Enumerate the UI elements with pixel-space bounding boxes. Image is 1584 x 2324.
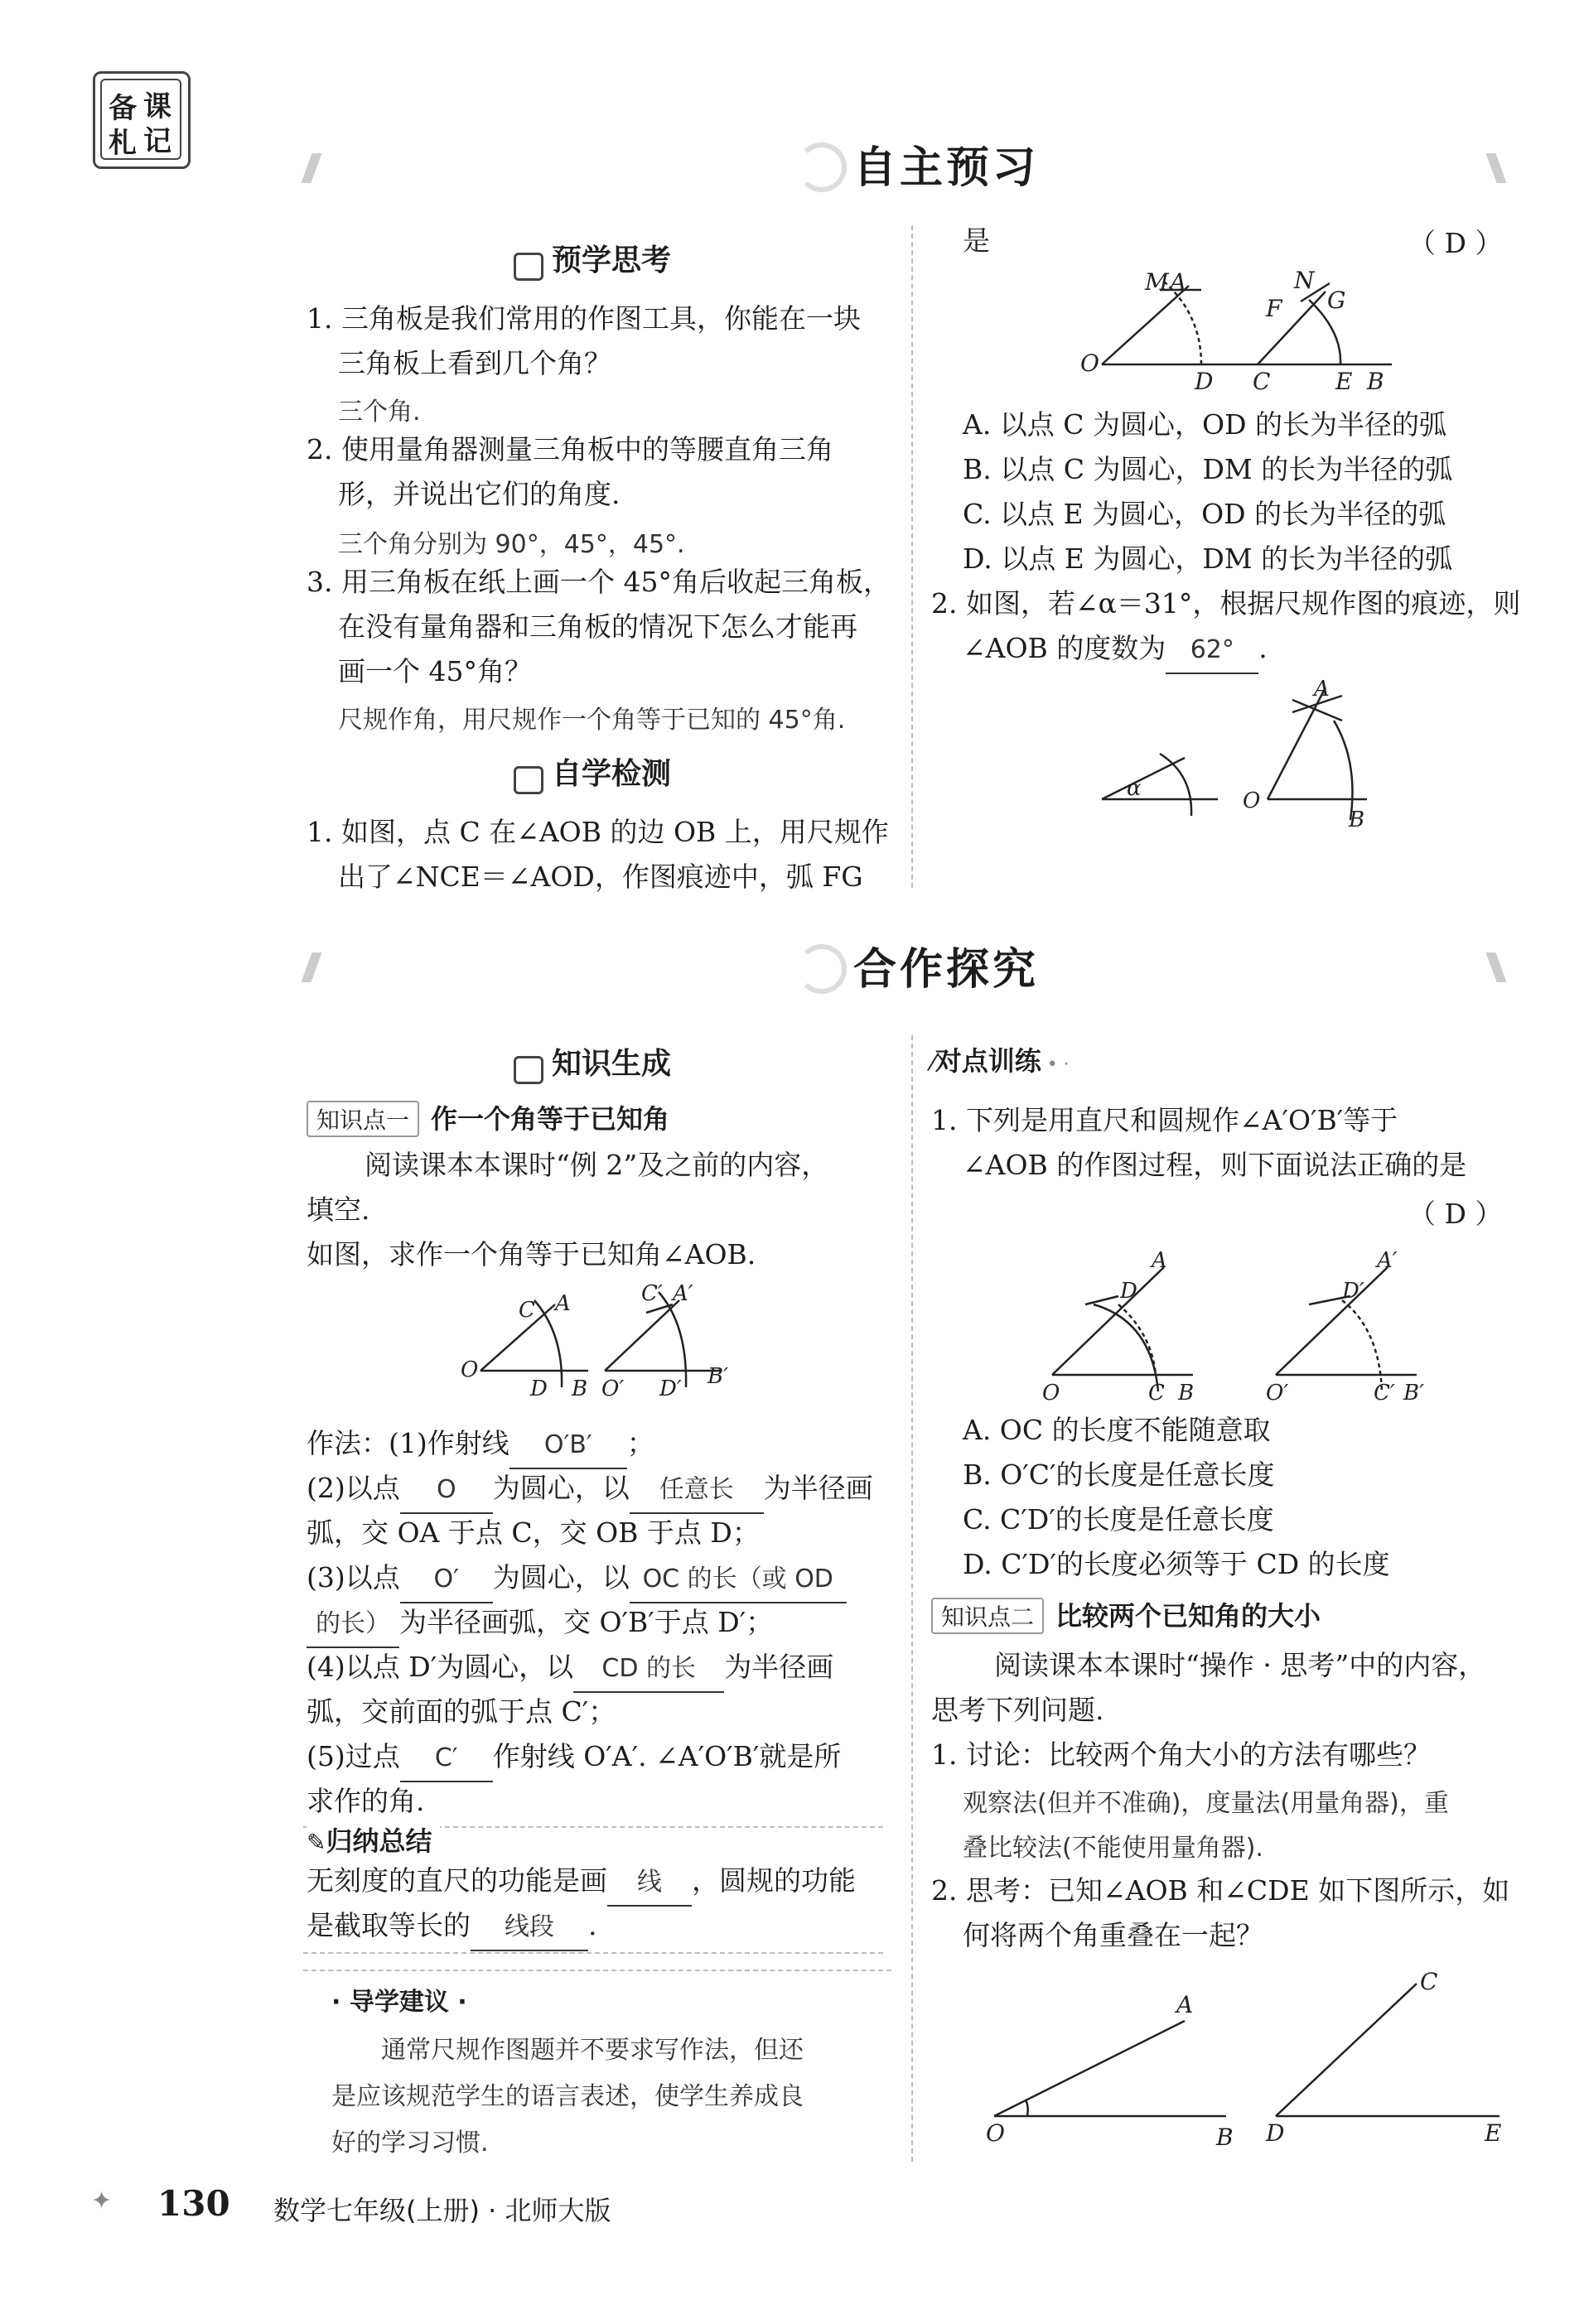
q2-line-a: 2. 使用量角器测量三角板中的等腰直角三角 — [307, 433, 833, 465]
option-c1-d: D. 以点 E 为圆心，DM 的长为半径的弧 — [963, 542, 1453, 575]
header-swirl-icon — [797, 944, 847, 994]
step-5b: 求作的角. — [307, 1785, 425, 1817]
option-c1-a: A. 以点 C 为圆心，OD 的长为半径的弧 — [963, 408, 1447, 441]
book-icon — [514, 253, 543, 281]
summary-a-post: ，圆规的功能 — [692, 1864, 856, 1897]
stamp-char: 记 — [143, 125, 171, 158]
book-title: 数学七年级(上册) · 北师大版 — [273, 2195, 611, 2226]
knowledge-title: 知识生成 — [552, 1047, 672, 1081]
k2-line-a: 2. 思考：已知∠AOB 和∠CDE 如下图所示，如 — [931, 1874, 1510, 1907]
c1-answer-bracket: （ D ） — [1408, 227, 1503, 259]
summary-a-answer: 线 — [607, 1860, 692, 1907]
step2-answer-2: 任意长 — [630, 1468, 764, 1514]
step4-answer: CD 的长 — [573, 1647, 724, 1693]
label-C: C — [1420, 1971, 1438, 1995]
summary-b-pre: 是截取等长的 — [307, 1909, 471, 1941]
summary-line-b — [307, 1903, 597, 1951]
stamp-char: 备 — [109, 92, 137, 125]
option-d1-d: D. C′D′的长度必须等于 CD 的长度 — [963, 1548, 1390, 1580]
label-D: D — [1195, 368, 1214, 395]
c2-answer: 62° — [1166, 628, 1258, 674]
k1-question: 1. 讨论：比较两个角大小的方法有哪些？ — [931, 1738, 1431, 1771]
step5-answer: C′ — [400, 1736, 493, 1782]
option-c1-c: C. 以点 E 为圆心，OD 的长为半径的弧 — [963, 498, 1446, 530]
c2-line-a: 2. 如图，若∠α＝31°，根据尺规作图的痕迹，则 — [931, 587, 1521, 620]
step-4 — [307, 1645, 833, 1693]
drill-title: 对点训练 — [934, 1045, 1041, 1077]
figure-k2 — [978, 1971, 1524, 2162]
step4-pre: (4)以点 D′为圆心，以 — [307, 1651, 574, 1683]
label-A: A — [1170, 268, 1187, 296]
step4-post: 为半径画 — [724, 1651, 834, 1683]
kp1-header — [307, 1098, 669, 1137]
section-title-preview: 自主预习 — [853, 143, 1040, 193]
step1-post: ； — [626, 1427, 654, 1459]
q3-answer: 尺规作角，用尺规作一个角等于已知的 45°角. — [338, 706, 846, 735]
label-O: O — [1042, 1381, 1060, 1404]
margin-stamp — [93, 71, 191, 169]
figure-d1 — [1027, 1238, 1458, 1404]
label-B-prime: B′ — [707, 1364, 729, 1389]
step-2b: 弧，交 OA 于点 C，交 OB 于点 D； — [307, 1516, 760, 1549]
step-2 — [307, 1466, 873, 1514]
option-d1-b: B. O′C′的长度是任意长度 — [963, 1459, 1275, 1491]
knowledge-subheader — [514, 1040, 671, 1084]
q3-line-c: 画一个 45°角？ — [338, 655, 532, 687]
step3-post: 为半径画弧，交 O′B′于点 D′； — [399, 1606, 774, 1638]
label-A: A — [1152, 1248, 1167, 1273]
label-O: O — [986, 2119, 1005, 2147]
step-5 — [307, 1734, 841, 1782]
stamp-char: 札 — [109, 127, 137, 160]
kp2-para-1: 阅读课本本课时“操作 · 思考”中的内容， — [994, 1649, 1486, 1681]
slash-icon: ⁄ — [931, 1049, 935, 1076]
label-O: O — [1243, 788, 1261, 813]
step-4b: 弧，交前面的弧于点 C′； — [307, 1695, 616, 1728]
step5-pre: (5)过点 — [307, 1740, 400, 1772]
step1-pre: 作法：(1)作射线 — [307, 1427, 509, 1459]
step1-answer: O′B′ — [509, 1423, 627, 1469]
step3-answer-2: OC 的长（或 OD — [630, 1557, 847, 1603]
section-title-coop: 合作探究 — [853, 945, 1040, 995]
label-D: D — [530, 1377, 548, 1400]
step2-mid: 为圆心，以 — [492, 1472, 630, 1504]
kp1-para-2: 填空. — [307, 1193, 370, 1226]
label-O: O — [1080, 350, 1099, 377]
step3-answer-1: O′ — [400, 1557, 493, 1603]
label-A: A — [555, 1291, 571, 1316]
k1-answer-a: 观察法(但并不准确)，度量法(用量角器)，重 — [963, 1789, 1449, 1818]
step2-pre: (2)以点 — [307, 1472, 400, 1504]
kp1-tag: 知识点一 — [307, 1101, 419, 1137]
label-B: B — [1367, 368, 1384, 395]
label-alpha: α — [1127, 776, 1142, 801]
kp2-para-2: 思考下列问题. — [931, 1694, 1104, 1726]
option-d1-c: C. C′D′的长度是任意长度 — [963, 1503, 1274, 1536]
d1-answer-bracket: （ D ） — [1408, 1198, 1503, 1230]
kp1-para-3: 如图，求作一个角等于已知角∠AOB. — [307, 1238, 756, 1270]
label-E: E — [1335, 368, 1353, 395]
c2-line-b — [963, 626, 1268, 674]
option-d1-a: A. OC 的长度不能随意取 — [963, 1414, 1271, 1446]
guide-title: · 导学建议 · — [331, 1988, 467, 2017]
c1-line-a: 1. 如图，点 C 在∠AOB 的边 OB 上，用尺规作 — [307, 816, 889, 848]
label-B: B — [1216, 2124, 1234, 2151]
label-O-prime: O′ — [601, 1377, 625, 1400]
figure-kp1 — [456, 1275, 754, 1400]
footer-decor-icon: ✦ — [91, 2187, 113, 2216]
option-c1-b: B. 以点 C 为圆心，DM 的长为半径的弧 — [963, 453, 1453, 485]
label-F: F — [1266, 295, 1282, 322]
label-B: B — [572, 1377, 588, 1400]
label-B-prime: B′ — [1403, 1381, 1425, 1404]
label-A-prime: A′ — [1377, 1248, 1398, 1273]
column-divider — [911, 225, 913, 888]
step2-post: 为半径画 — [763, 1472, 873, 1504]
kp1-title: 作一个角等于已知角 — [431, 1103, 670, 1135]
think-title: 预学思考 — [552, 243, 672, 277]
stamp-char: 课 — [143, 90, 171, 123]
q1-line-a: 1. 三角板是我们常用的作图工具，你能在一块 — [307, 302, 861, 335]
book-icon — [514, 1056, 543, 1084]
label-D-prime: D′ — [659, 1377, 682, 1400]
label-D-prime: D′ — [1342, 1279, 1364, 1304]
step3-pre: (3)以点 — [307, 1561, 400, 1594]
q2-line-b: 形，并说出它们的角度. — [338, 478, 621, 510]
label-O-prime: O′ — [1266, 1381, 1289, 1404]
c1-line-c: 是 — [963, 224, 990, 257]
guide-line-a: 通常尺规作图题并不要求写作法，但还 — [381, 2036, 804, 2065]
label-C-prime: C′ — [641, 1281, 663, 1306]
d1-line-b: ∠AOB 的作图过程，则下面说法正确的是 — [963, 1149, 1467, 1181]
label-C: C — [519, 1298, 535, 1323]
label-E: E — [1485, 2119, 1502, 2147]
pencil-icon: ✎ — [307, 1829, 326, 1856]
c2-text-post: . — [1258, 632, 1268, 664]
summary-line-a — [307, 1859, 856, 1907]
label-C: C — [1253, 368, 1271, 395]
label-B: B — [1178, 1381, 1195, 1404]
figure-c1 — [1077, 265, 1408, 398]
label-B: B — [1349, 808, 1365, 832]
header-swirl-icon — [797, 142, 847, 192]
q3-line-a: 3. 用三角板在纸上画一个 45°角后收起三角板， — [307, 566, 891, 598]
q3-line-b: 在没有量角器和三角板的情况下怎么才能再 — [338, 610, 857, 643]
label-A: A — [1314, 677, 1330, 702]
c1-line-b: 出了∠NCE＝∠AOD，作图痕迹中，弧 FG — [338, 861, 863, 893]
label-G: G — [1327, 287, 1346, 314]
label-A-prime: A′ — [673, 1281, 693, 1306]
figure-c2 — [1085, 671, 1400, 837]
step3-answer-3: 的长） — [307, 1602, 399, 1648]
label-C-prime: C′ — [1374, 1381, 1395, 1404]
q1-answer: 三个角. — [338, 398, 421, 427]
label-N: N — [1294, 267, 1315, 294]
summary-title: 归纳总结 — [326, 1825, 432, 1857]
step2-answer-1: O — [400, 1468, 493, 1514]
page-number: 130 — [157, 2183, 230, 2224]
kp1-para-1: 阅读课本本课时“例 2”及之前的内容， — [365, 1149, 829, 1181]
header-decor-right — [1485, 153, 1506, 183]
dots-icon: • · — [1041, 1054, 1070, 1075]
step-3b — [307, 1600, 773, 1648]
kp2-tag: 知识点二 — [931, 1598, 1044, 1634]
summary-header — [307, 1820, 440, 1859]
summary-a-pre: 无刻度的直尺的功能是画 — [307, 1864, 607, 1897]
label-C: C — [1148, 1381, 1165, 1404]
check-subheader — [514, 750, 671, 794]
q1-line-b: 三角板上看到几个角？ — [338, 347, 611, 379]
label-D: D — [1120, 1279, 1137, 1304]
k2-line-b: 何将两个角重叠在一起？ — [963, 1919, 1263, 1951]
step-1 — [307, 1421, 654, 1469]
q2-answer: 三个角分别为 90°，45°，45°. — [338, 530, 685, 559]
guide-line-c: 好的学习习惯. — [331, 2129, 489, 2158]
step5-post: 作射线 O′A′. ∠A′O′B′就是所 — [492, 1740, 842, 1772]
checklist-icon — [514, 766, 543, 794]
drill-header — [931, 1040, 1070, 1078]
summary-b-answer: 线段 — [471, 1905, 588, 1951]
label-O: O — [461, 1357, 479, 1382]
k1-answer-b: 叠比较法(不能使用量角器). — [963, 1834, 1263, 1863]
step-3 — [307, 1555, 847, 1603]
think-subheader — [514, 237, 671, 281]
header-decor-left — [301, 952, 321, 982]
column-divider — [911, 1035, 913, 2162]
header-decor-right — [1485, 952, 1506, 982]
header-decor-left — [301, 153, 321, 183]
label-D: D — [1266, 2119, 1285, 2147]
step3-mid: 为圆心，以 — [492, 1561, 630, 1594]
kp2-title: 比较两个已知角的大小 — [1055, 1600, 1321, 1632]
c2-text-pre: ∠AOB 的度数为 — [963, 632, 1166, 664]
label-M: M — [1145, 268, 1169, 296]
label-A: A — [1176, 1991, 1194, 2018]
kp2-header — [931, 1595, 1321, 1634]
summary-b-post: . — [588, 1909, 597, 1941]
check-title: 自学检测 — [552, 757, 672, 791]
guide-line-b: 是应该规范学生的语言表述，使学生养成良 — [331, 2082, 804, 2111]
d1-line-a: 1. 下列是用直尺和圆规作∠A′O′B′等于 — [931, 1104, 1398, 1136]
